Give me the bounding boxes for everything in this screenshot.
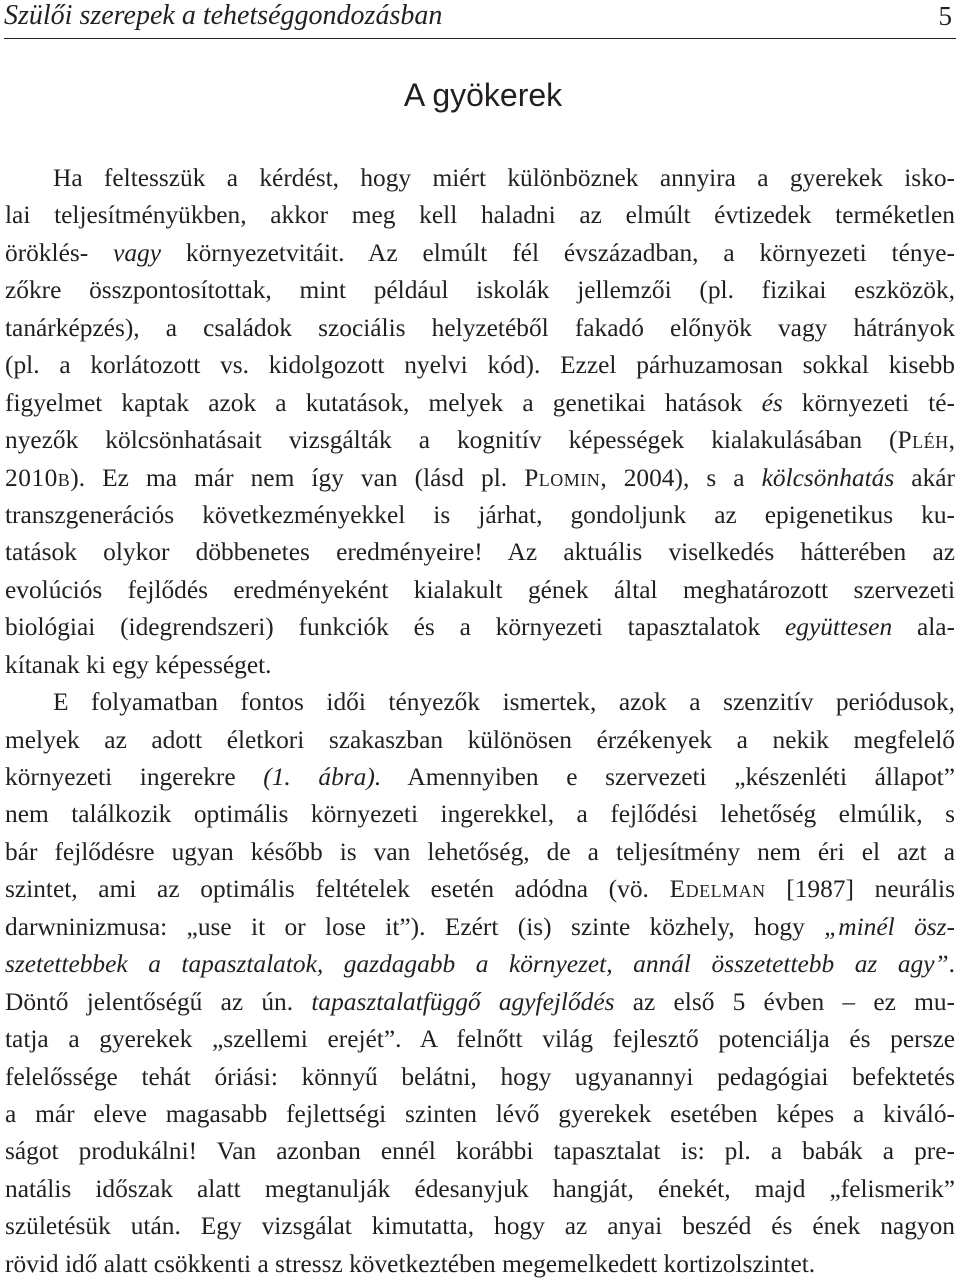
paragraph: [5, 684, 955, 1283]
text-run: nem találkozik optimális környezeti ingerekkel, a fejlődési lehetőség elmúlik, s: [5, 800, 955, 829]
text-run: melyek az adott életkori szakaszban különösen érzékenyek a nekik megfelelő: [5, 725, 955, 754]
citation-author: Pléh: [897, 426, 949, 455]
text-run: környezeti té-: [782, 388, 955, 417]
text-run: az első 5 évben – ez mu-: [614, 987, 955, 1016]
text-run: rövid idő alatt csökkenti a stressz következtében megemelkedett kortizolszintet.: [5, 1249, 816, 1278]
text-run: [1987] neurális: [765, 875, 955, 904]
emphasis-text: tapasztalatfüggő agyfejlődés: [311, 987, 615, 1016]
text-line: [5, 310, 955, 347]
text-run: bár fejlődésre ugyan később is van lehetőség, de a teljesítmény nem éri el azt a: [5, 837, 955, 866]
text-run: (pl. a korlátozott vs. kidolgozott nyelvi kód). Ezzel párhuzamosan sokkal kisebb: [5, 351, 955, 380]
text-line: [5, 385, 955, 422]
text-line: [5, 796, 955, 833]
running-header-title: Szülői szerepek a tehetséggondozásban: [4, 0, 443, 31]
text-run: akár: [894, 463, 955, 492]
text-line: [5, 1246, 955, 1283]
text-line: [5, 1133, 955, 1170]
text-run: darwninizmusa: „use it or lose it”). Ezért (is) szinte közhely, hogy: [5, 912, 825, 941]
text-run: evolúciós fejlődés eredményeként kialakult gének által meghatározott szervezeti: [5, 575, 955, 604]
running-header: [4, 0, 956, 39]
text-line: [5, 160, 955, 197]
text-line: [5, 871, 955, 908]
text-run: felelőssége tehát óriási: könnyű belátni, hogy ugyanannyi pedagógiai befektetés: [5, 1062, 955, 1091]
text-line: [5, 347, 955, 384]
text-run: transzgenerációs következményekkel is járhat, gondoljunk az epigenetikus ku-: [5, 500, 955, 529]
text-line: [5, 197, 955, 234]
page-number: 5: [938, 1, 952, 31]
section-heading: A gyökerek: [403, 77, 563, 113]
text-line: [5, 534, 955, 571]
text-line: [5, 609, 955, 646]
text-run: figyelmet kaptak azok a kutatások, melyek a genetikai hatások: [5, 388, 762, 417]
text-run: a már eleve magasabb fejlettségi szinten lévő gyerekek esetében képes a kiváló-: [5, 1099, 955, 1128]
text-line: [5, 460, 955, 497]
text-run: ságot produkálni! Van azonban ennél korábbi tapasztalat is: pl. a babák a pre-: [5, 1137, 955, 1166]
text-run: ). Ez ma már nem így van (lásd pl.: [70, 463, 525, 492]
text-run: .: [948, 950, 955, 979]
text-line: [5, 572, 955, 609]
emphasis-text: együttesen: [784, 613, 893, 642]
text-run: Amennyiben e szervezeti „készenléti állapot”: [381, 763, 955, 791]
body-text: [5, 160, 955, 1283]
text-run: környezeti ingerekre: [5, 763, 264, 791]
emphasis-text: szetettebbek a tapasztalatok, gazdagabb a környezet, annál összetettebb az agy”: [5, 950, 949, 979]
text-run: , 2004), s a: [600, 463, 762, 492]
text-line: [5, 647, 955, 684]
text-run: lai teljesítményükben, akkor meg kell haladni az elmúlt évtizedek terméketlen: [5, 201, 955, 230]
citation-author: 2010b: [5, 463, 71, 492]
text-line: [5, 909, 955, 946]
text-line: [5, 1021, 955, 1058]
text-run: tatja a gyerekek „szellemi erejét”. A felnőtt világ fejlesztő potenciálja és persze: [5, 1025, 955, 1054]
text-run: tanárképzés), a családok szociális helyzetéből fakadó előnyök vagy hátrányok: [5, 313, 955, 342]
emphasis-text: kölcsönhatás: [761, 463, 895, 492]
citation-author: Plomin: [524, 463, 601, 492]
emphasis-text: és: [761, 388, 783, 417]
text-run: születésük után. Egy vizsgálat kimutatta, hogy az anyai beszéd és ének nagyon: [5, 1212, 955, 1241]
text-line: [5, 722, 955, 759]
text-line: [5, 1208, 955, 1245]
emphasis-text: „minél ösz-: [824, 912, 955, 941]
text-line: [5, 497, 955, 534]
text-run: E folyamatban fontos idői tényezők ismertek, azok a szenzitív periódusok,: [53, 688, 955, 717]
text-run: öröklés-: [5, 238, 114, 267]
text-line: [5, 984, 955, 1021]
text-line: [5, 1171, 955, 1208]
text-run: Ha feltesszük a kérdést, hogy miért különböznek annyira a gyerekek isko-: [53, 164, 955, 192]
text-line: [5, 946, 955, 983]
text-run: környezetvitáit. Az elmúlt fél évszázadban, a környezeti ténye-: [161, 238, 955, 267]
text-run: Döntő jelentőségű az ún.: [5, 987, 312, 1016]
text-run: natális időszak alatt megtanulják édesanyjuk hangját, énekét, majd „felismerik”: [5, 1174, 955, 1203]
text-line: [5, 272, 955, 309]
text-run: zőkre összpontosítottak, mint például iskolák jellemzői (pl. fizikai eszközök,: [5, 276, 955, 305]
text-run: kítanak ki egy képességet.: [5, 650, 272, 679]
emphasis-text: vagy: [113, 238, 162, 267]
text-run: ,: [948, 426, 955, 455]
text-line: [5, 684, 955, 721]
text-run: biológiai (idegrendszeri) funkciók és a környezeti tapasztalatok: [5, 613, 785, 642]
text-line: [5, 235, 955, 272]
text-run: nyezők kölcsönhatásait vizsgálták a kognitív képességek kialakulásában (: [5, 426, 898, 455]
text-line: [5, 834, 955, 871]
text-line: [5, 1096, 955, 1133]
emphasis-text: (1. ábra).: [263, 763, 382, 791]
paragraph: [5, 160, 955, 684]
text-run: ala-: [892, 613, 955, 642]
text-run: tatások olykor döbbenetes eredményeire! Az aktuális viselkedés hátterében az: [5, 538, 955, 567]
text-line: [5, 1059, 955, 1096]
citation-author: Edelman: [669, 875, 766, 904]
text-line: [5, 422, 955, 459]
text-line: [5, 759, 955, 796]
text-run: szintet, ami az optimális feltételek esetén adódna (vö.: [5, 875, 670, 904]
